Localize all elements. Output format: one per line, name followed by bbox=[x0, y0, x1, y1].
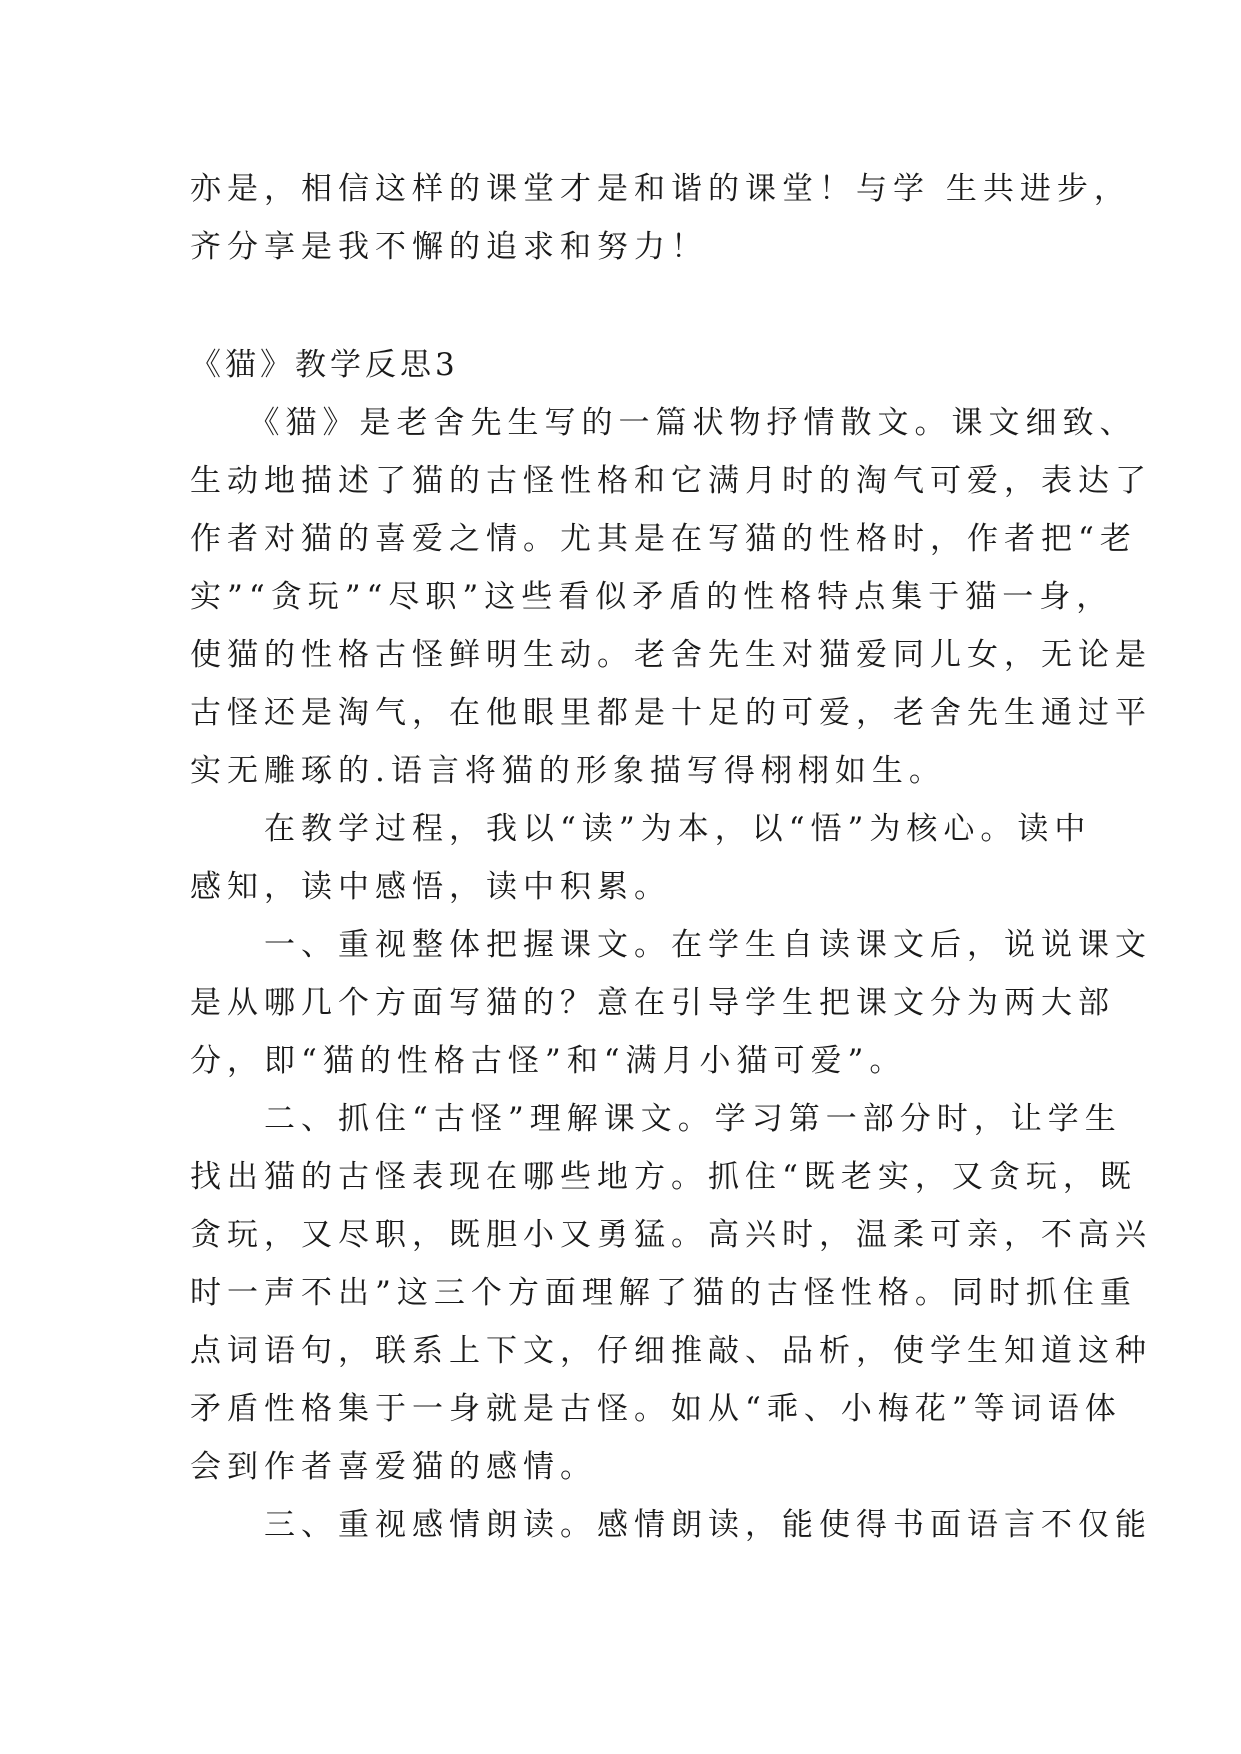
text-line: 齐分享是我不懈的追求和努力！ bbox=[190, 229, 708, 265]
paragraph-method bbox=[190, 800, 1092, 916]
text-line: 《猫》是老舍先生写的一篇状物抒情散文。课文细致、 bbox=[190, 405, 1137, 441]
text-line: 是从哪几个方面写猫的？意在引导学生把课文分为两大部 bbox=[190, 985, 1115, 1021]
text-line: 实无雕琢的.语言将猫的形象描写得栩栩如生。 bbox=[190, 753, 946, 789]
text-line: 作者对猫的喜爱之情。尤其是在写猫的性格时，作者把“老 bbox=[190, 521, 1137, 557]
text-line: 二、抓住“古怪”理解课文。学习第一部分时，让学生 bbox=[190, 1101, 1122, 1137]
text-line: 时一声不出”这三个方面理解了猫的古怪性格。同时抓住重 bbox=[190, 1275, 1137, 1311]
text-line: 分，即“猫的性格古怪”和“满月小猫可爱”。 bbox=[190, 1043, 907, 1079]
text-line: 在教学过程，我以“读”为本，以“悟”为核心。读中 bbox=[190, 811, 1092, 847]
text-line: 生动地描述了猫的古怪性格和它满月时的淘气可爱，表达了 bbox=[190, 463, 1152, 499]
paragraph-intro bbox=[190, 394, 1152, 800]
text-line: 使猫的性格古怪鲜明生动。老舍先生对猫爱同儿女，无论是 bbox=[190, 637, 1152, 673]
text-line: 找出猫的古怪表现在哪些地方。抓住“既老实，又贪玩，既 bbox=[190, 1159, 1137, 1195]
paragraph-point-one bbox=[190, 916, 1152, 1090]
text-line: 会到作者喜爱猫的感情。 bbox=[190, 1449, 597, 1485]
continuation-paragraph bbox=[190, 160, 1131, 276]
paragraph-point-three bbox=[190, 1496, 1152, 1554]
text-line: 实”“贪玩”“尽职”这些看似矛盾的性格特点集于猫一身， bbox=[190, 579, 1114, 615]
paragraph-point-two bbox=[190, 1090, 1152, 1496]
text-line: 一、重视整体把握课文。在学生自读课文后，说说课文 bbox=[190, 927, 1152, 963]
text-line: 贪玩，又尽职，既胆小又勇猛。高兴时，温柔可亲，不高兴 bbox=[190, 1217, 1152, 1253]
text-line: 亦是，相信这样的课堂才是和谐的课堂！与学 生共进步， bbox=[190, 171, 1131, 207]
section-title: 《猫》教学反思3 bbox=[190, 347, 459, 383]
text-line: 三、重视感情朗读。感情朗读，能使得书面语言不仅能 bbox=[190, 1507, 1152, 1543]
text-line: 点词语句，联系上下文，仔细推敲、品析，使学生知道这种 bbox=[190, 1333, 1152, 1369]
text-line: 矛盾性格集于一身就是古怪。如从“乖、小梅花”等词语体 bbox=[190, 1391, 1122, 1427]
text-line: 古怪还是淘气，在他眼里都是十足的可爱，老舍先生通过平 bbox=[190, 695, 1152, 731]
document-page bbox=[190, 160, 1152, 1554]
text-line: 感知，读中感悟，读中积累。 bbox=[190, 869, 671, 905]
paragraph-spacer bbox=[190, 276, 1060, 336]
